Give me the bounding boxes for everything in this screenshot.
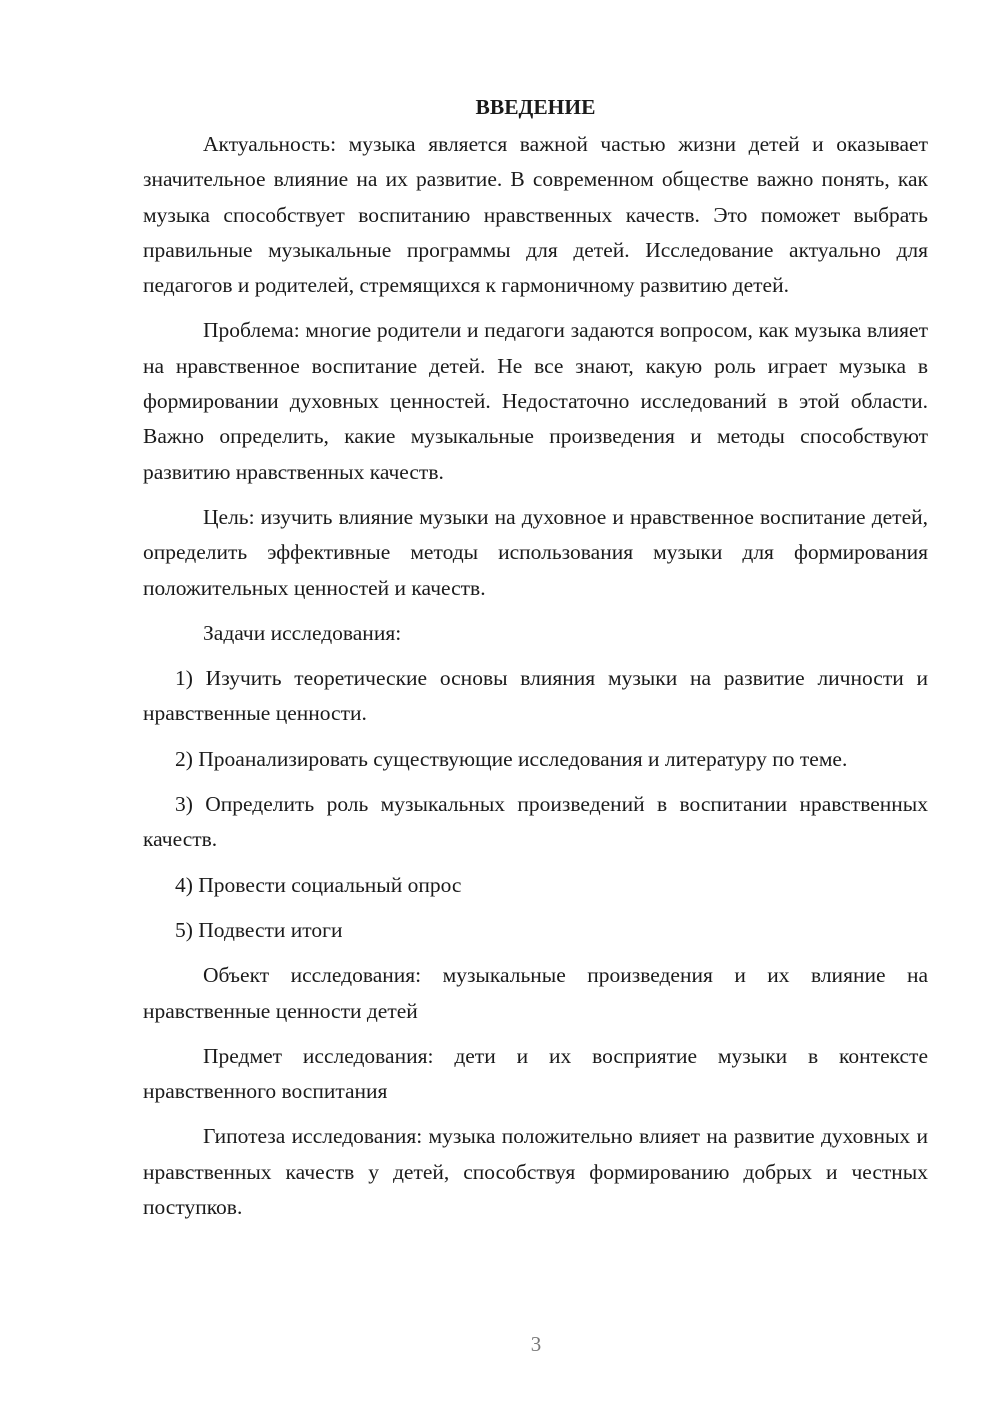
document-title: ВВЕДЕНИЕ xyxy=(475,95,596,119)
paragraph-relevance: Актуальность: музыка является важной частью жизни детей и оказывает значительное влияние на их развитие. В современном обществе важно понять, как музыка способствует воспитанию нравственных качеств. Это поможет выбрать правильные музыкальные программы для детей. Исследование актуально для педагогов и родителей, стремящихся к гармоничному развитию детей. xyxy=(143,132,928,298)
task-item: 4) Провести социальный опрос xyxy=(175,872,462,897)
paragraph-hypothesis: Гипотеза исследования: музыка положительно влияет на развитие духовных и нравственных качеств у детей, способствуя формированию добрых и честных поступков. xyxy=(143,1124,928,1220)
page-number: 3 xyxy=(530,1332,542,1356)
paragraph-object: Объект исследования: музыкальные произведения и их влияние на нравственные ценности детей xyxy=(143,963,928,1023)
task-item: 1) Изучить теоретические основы влияния музыки на развитие личности и нравственные ценности. xyxy=(143,666,928,726)
task-item: 5) Подвести итоги xyxy=(175,917,343,942)
task-item: 3) Определить роль музыкальных произведений в воспитании нравственных качеств. xyxy=(143,792,928,852)
paragraph-goal: Цель: изучить влияние музыки на духовное и нравственное воспитание детей, определить эффективные методы использования музыки для формирования положительных ценностей и качеств. xyxy=(143,504,928,600)
tasks-heading: Задачи исследования: xyxy=(203,620,402,645)
task-item: 2) Проанализировать существующие исследования и литературу по теме. xyxy=(175,746,848,771)
paragraph-subject: Предмет исследования: дети и их восприятие музыки в контексте нравственного воспитания xyxy=(143,1043,928,1104)
paragraph-problem: Проблема: многие родители и педагоги задаются вопросом, как музыка влияет на нравственное воспитание детей. Не все знают, какую роль играет музыка в формировании духовных ценностей. Недостаточно исследований в этой области. Важно определить, какие музыкальные произведения и методы способствуют развитию нравственных качеств. xyxy=(143,318,928,484)
document-page xyxy=(143,90,928,1235)
